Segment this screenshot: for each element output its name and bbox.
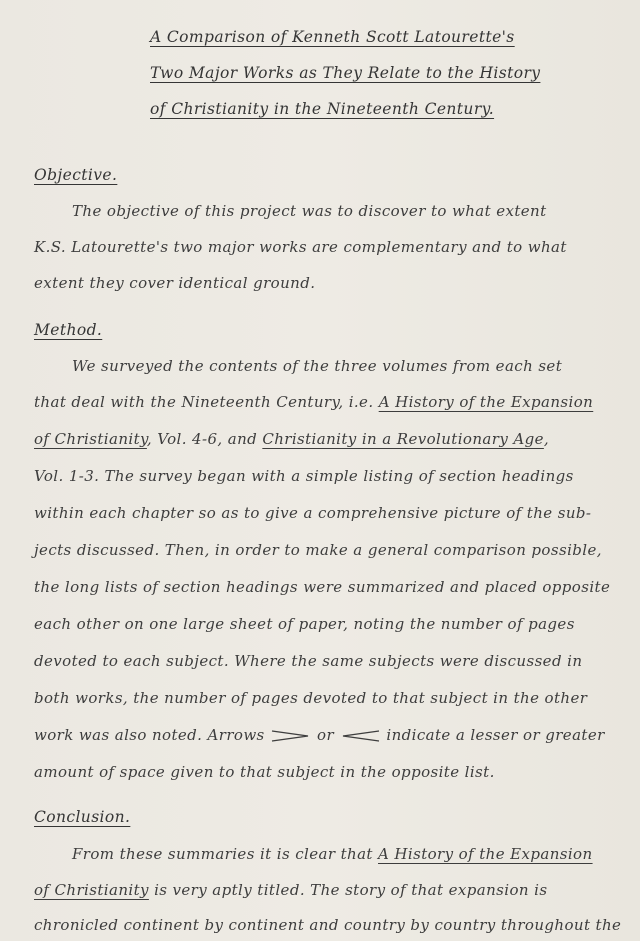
method-line-8: each other on one large sheet of paper, noting the number of pages bbox=[34, 615, 575, 633]
method-line-10: both works, the number of pages devoted to that subject in the other bbox=[34, 689, 588, 707]
method-line-5: within each chapter so as to give a comprehensive picture of the sub- bbox=[34, 504, 592, 522]
method-line-9: devoted to each subject. Where the same subjects were discussed in bbox=[34, 652, 583, 670]
method-line-12: amount of space given to that subject in the opposite list. bbox=[34, 763, 495, 781]
objective-heading: Objective. bbox=[34, 166, 118, 184]
method-line-11 bbox=[34, 726, 605, 744]
title-line-3: of Christianity in the Nineteenth Century. bbox=[150, 100, 495, 118]
objective-line-2: K.S. Latourette's two major works are complementary and to what bbox=[34, 238, 567, 256]
objective-line-1: The objective of this project was to discover to what extent bbox=[72, 202, 547, 220]
method-line-3-comma: , bbox=[543, 430, 550, 448]
book-title-expansion: A History of the Expansion bbox=[378, 393, 594, 411]
method-line-2 bbox=[34, 393, 593, 411]
book-title-revolutionary-age: Christianity in a Revolutionary Age bbox=[262, 430, 544, 448]
book-title-expansion-2: A History of the Expansion bbox=[378, 845, 593, 863]
method-line-11-or: or bbox=[317, 726, 335, 744]
conclusion-line-2 bbox=[34, 881, 547, 899]
method-line-3 bbox=[34, 430, 549, 448]
method-line-4: Vol. 1-3. The survey began with a simple listing of section headings bbox=[34, 467, 574, 485]
conclusion-line-2-text: is very aptly titled. The story of that expansion is bbox=[154, 881, 548, 899]
title-line-1: A Comparison of Kenneth Scott Latourette's bbox=[150, 28, 515, 46]
conclusion-line-1 bbox=[72, 845, 593, 863]
method-line-2-text: that deal with the Nineteenth Century, i.e. bbox=[34, 393, 374, 411]
book-title-expansion-cont: of Christianity bbox=[34, 430, 147, 448]
method-heading: Method. bbox=[34, 321, 103, 339]
method-line-7: the long lists of section headings were summarized and placed opposite bbox=[34, 578, 611, 596]
title-line-2: Two Major Works as They Relate to the History bbox=[150, 64, 541, 82]
greater-arrow-icon bbox=[270, 729, 312, 743]
lesser-arrow-icon bbox=[339, 729, 381, 743]
conclusion-line-1-text: From these summaries it is clear that bbox=[72, 845, 373, 863]
method-line-6: jects discussed. Then, in order to make a general comparison possible, bbox=[34, 541, 602, 559]
method-line-1: We surveyed the contents of the three volumes from each set bbox=[72, 357, 563, 375]
conclusion-heading: Conclusion. bbox=[34, 808, 131, 826]
method-line-3-text: , Vol. 4-6, and bbox=[146, 430, 258, 448]
objective-line-3: extent they cover identical ground. bbox=[34, 274, 316, 292]
book-title-expansion-2-cont: of Christianity bbox=[34, 881, 149, 899]
conclusion-line-3: chronicled continent by continent and country by country throughout the bbox=[34, 916, 622, 934]
method-line-11-text: work was also noted. Arrows bbox=[34, 726, 265, 744]
method-line-11-tail: indicate a lesser or greater bbox=[386, 726, 605, 744]
